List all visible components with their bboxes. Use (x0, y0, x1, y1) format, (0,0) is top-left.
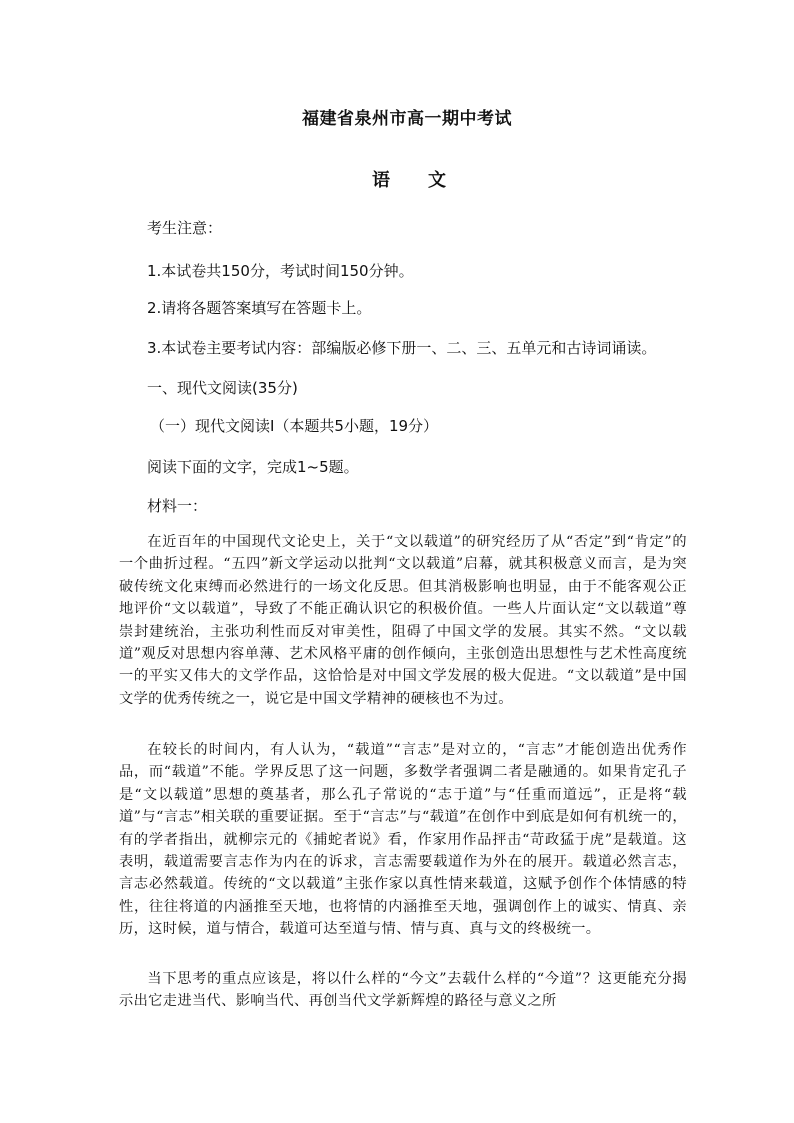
passage-paragraph: 在较长的时间内，有人认为，“载道”“言志”是对立的，“言志”才能创造出优秀作品，而“载道”不能。学界反思了这一问题，多数学者强调二者是融通的。如果肯定孔子是“文以载道”思想的奠基者，那么孔子常说的“志于道”与“任重而道远”，正是将“载道”与“言志”相关联的重要证据。至于“言志”与“载道”在创作中到底是如何有机统一的，有的学者指出，就柳宗元的《捕蛇者说》看，作家用作品抨击“苛政猛于虎”是载道。这表明，载道需要言志作为内在的诉求，言志需要载道作为外在的展开。载道必然言志，言志必然载道。传统的“文以载道”主张作家以真性情来载道，这赋予创作个体情感的特性，往往将道的内涵推至天地，也将情的内涵推至天地，强调创作上的诚实、情真、亲历，这时候，道与情合，载道可达至道与情、情与真、真与文的终极统一。 (119, 742, 687, 938)
notice-item: 1.本试卷共150分，考试时间150分钟。 (147, 262, 414, 280)
section-subtitle: （一）现代文阅读Ⅰ（本题共5小题，19分） (150, 417, 439, 435)
passage-paragraph: 在近百年的中国现代文论史上，关于“文以载道”的研究经历了从“否定”到“肯定”的一个曲折过程。“五四”新文学运动以批判“文以载道”启幕，就其积极意义而言，是为突破传统文化束缚而必然进行的一场文化反思。但其消极影响也明显，由于不能客观公正地评价“文以载道”，导致了不能正确认识它的积极价值。一些人片面认定“文以载道”尊崇封建统治，主张功利性而反对审美性，阻碍了中国文学的发展。其实不然。“文以载道”观反对思想内容单薄、艺术风格平庸的创作倾向，主张创造出思想性与艺术性高度统一的平实又伟大的文学作品，这恰恰是对中国文学发展的极大促进。“文以载道”是中国文学的优秀传统之一，说它是中国文学精神的硬核也不为过。 (119, 534, 687, 707)
notice-heading: 考生注意： (147, 219, 223, 237)
material-label: 材料一： (147, 497, 208, 515)
exam-title: 福建省泉州市高一期中考试 (302, 109, 512, 129)
passage-paragraph: 当下思考的重点应该是，将以什么样的“今文”去载什么样的“今道”？这更能充分揭示出它走进当代、影响当代、再创当代文学新辉煌的路径与意义之所 (119, 971, 687, 1010)
section-title: 一、现代文阅读(35分) (147, 379, 298, 397)
notice-item: 2.请将各题答案填写在答题卡上。 (147, 299, 372, 317)
notice-item: 3.本试卷主要考试内容：部编版必修下册一、二、三、五单元和古诗词诵读。 (147, 339, 657, 357)
subject-title: 语文 (372, 170, 484, 191)
reading-instruction: 阅读下面的文字，完成1~5题。 (147, 458, 359, 476)
